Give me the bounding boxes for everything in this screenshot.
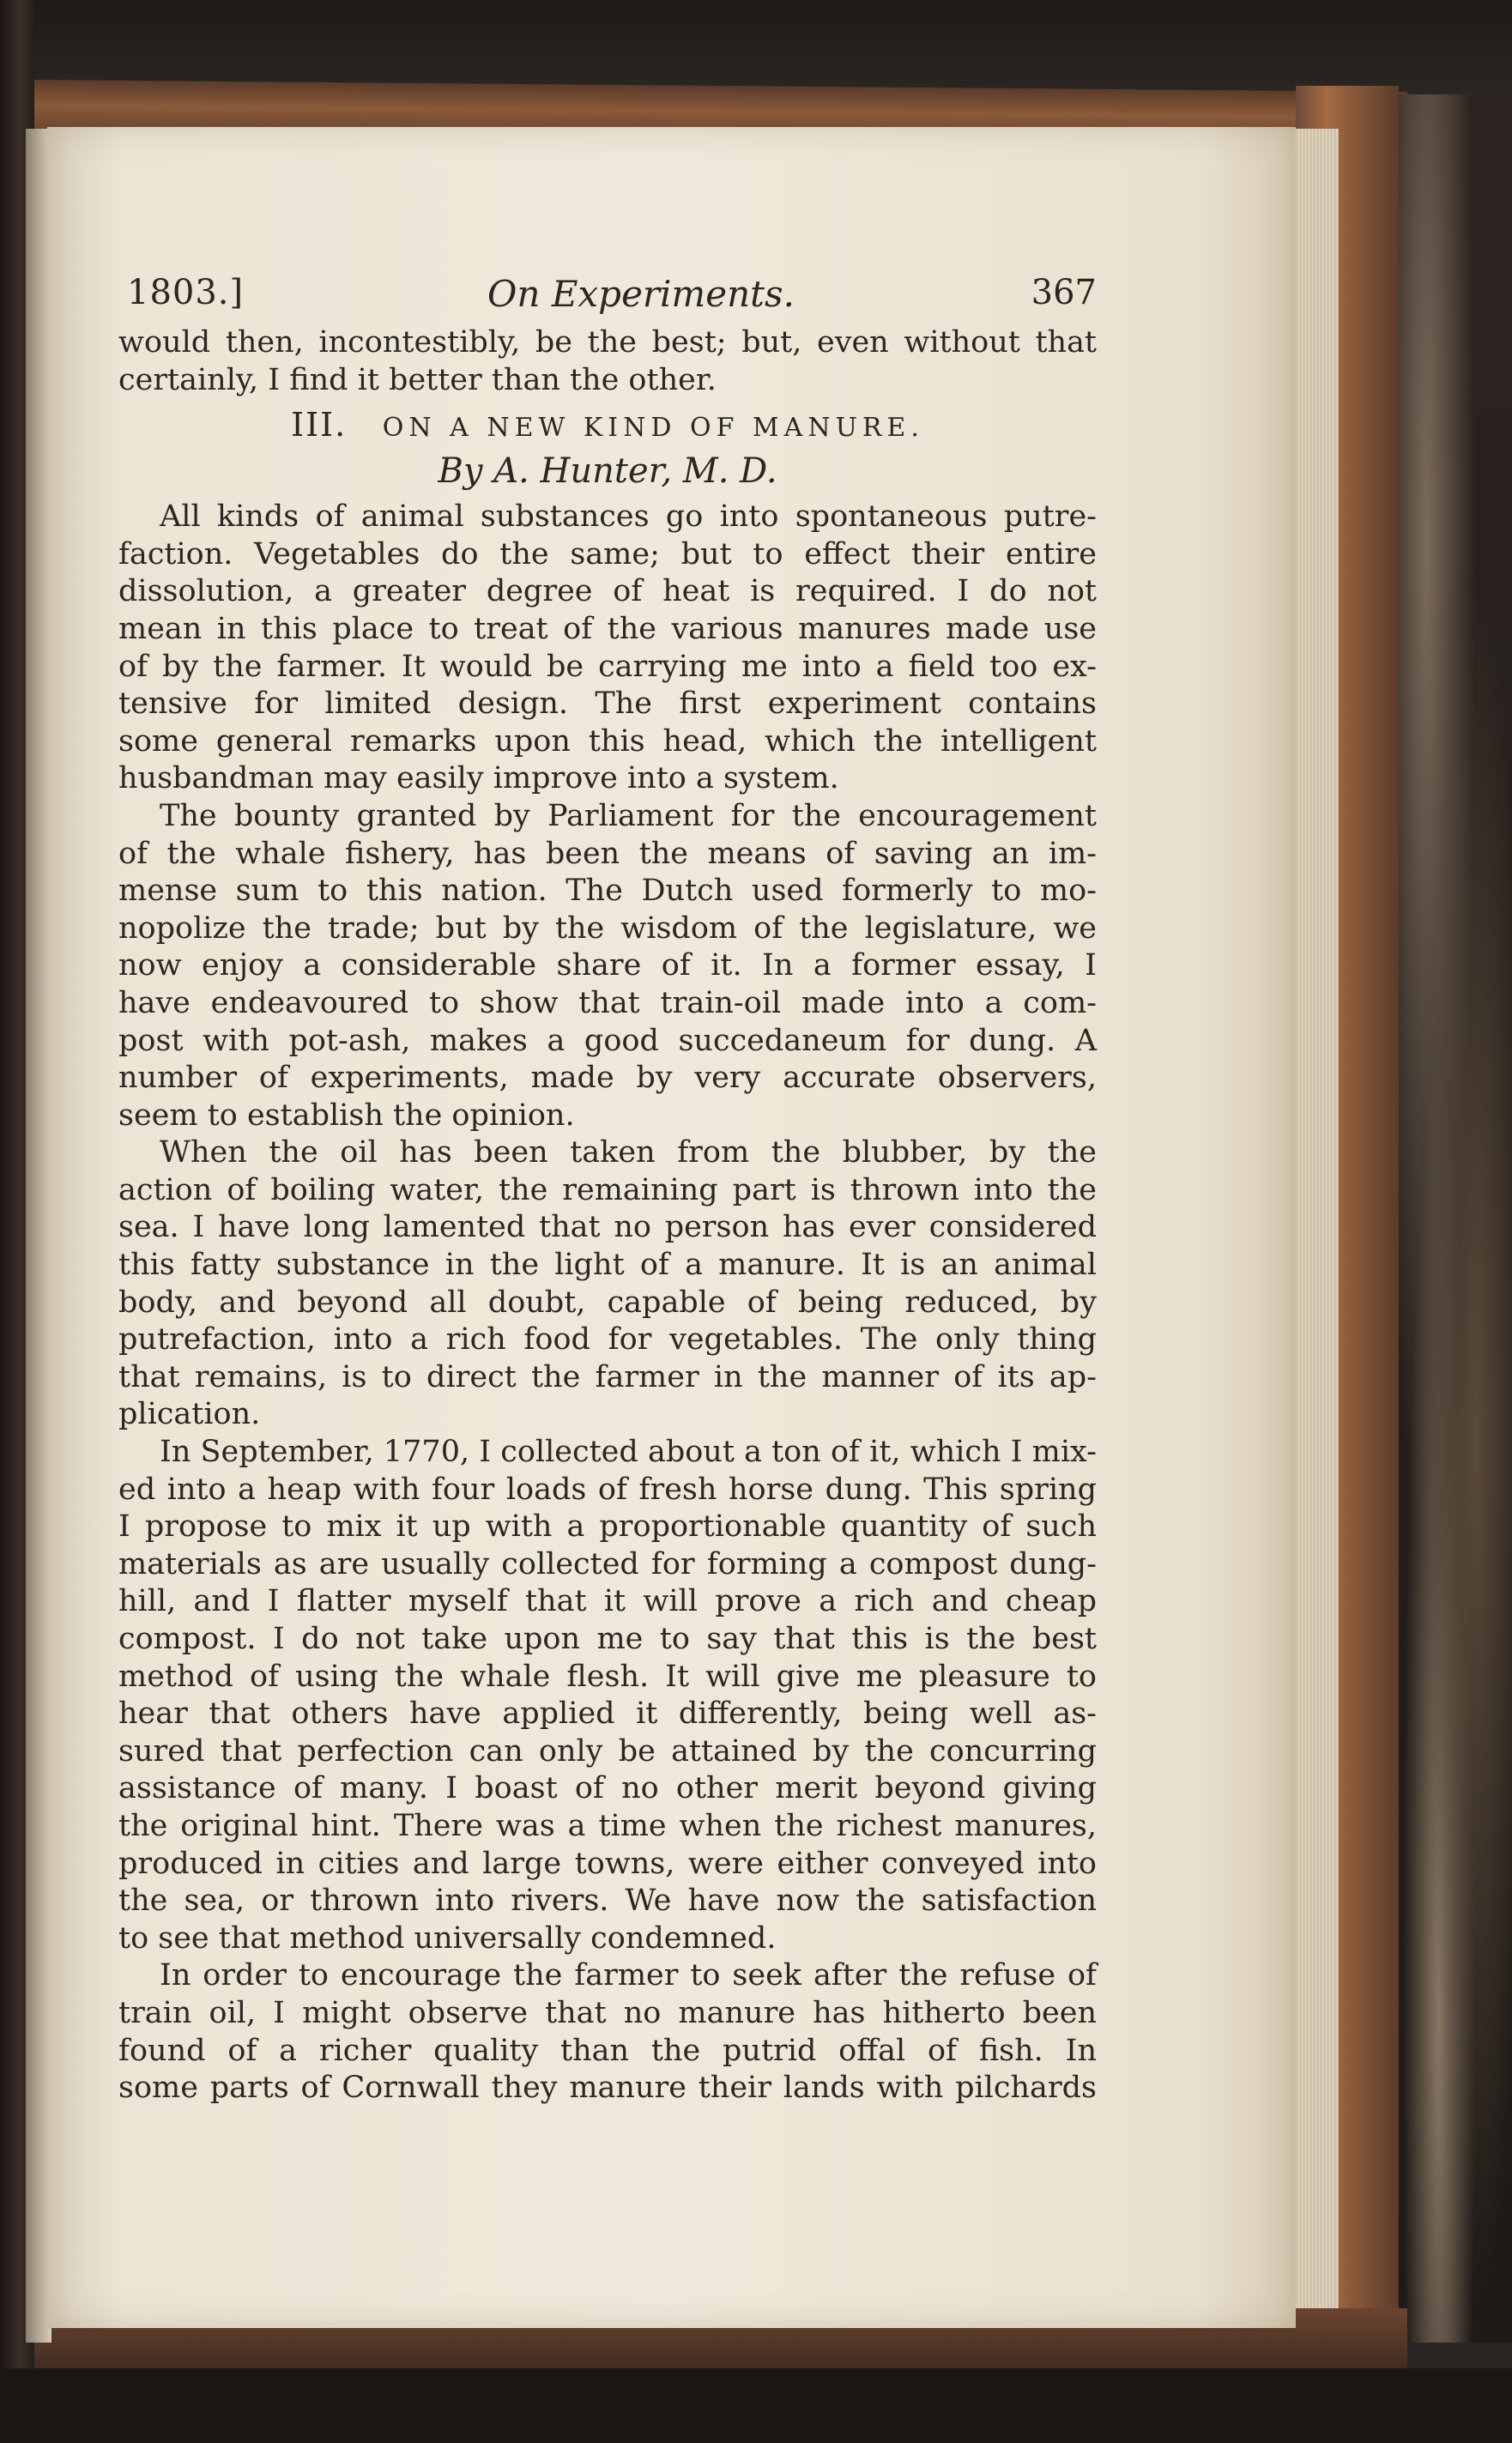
text-line: of the whale fishery, has been the means of saving an im- xyxy=(118,836,1097,871)
text-line: seem to establish the opinion. xyxy=(118,1098,575,1133)
text-line: would then, incontestibly, be the best; but, even without that xyxy=(118,325,1097,360)
paragraph xyxy=(118,1134,1097,1434)
text-line: action of boiling water, the remaining part is thrown into the xyxy=(118,1172,1097,1207)
text-line: The bounty granted by Parliament for the encouragement xyxy=(160,798,1097,833)
text-line: train oil, I might observe that no manure has hitherto been xyxy=(118,1995,1097,2030)
text-line: this fatty substance in the light of a manure. It is an animal xyxy=(118,1248,1097,1283)
text-line: found of a richer quality than the putrid offal of fish. In xyxy=(118,2033,1097,2068)
text-line: body, and beyond all doubt, capable of being reduced, by xyxy=(118,1285,1097,1320)
text-line: mense sum to this nation. The Dutch used formerly to mo- xyxy=(118,874,1097,909)
text-line: compost. I do not take upon me to say that this is the best xyxy=(118,1622,1097,1656)
running-head-year: 1803.] xyxy=(127,273,245,312)
text-line: ed into a heap with four loads of fresh horse dung. This spring xyxy=(118,1472,1097,1507)
text-line: the sea, or thrown into rivers. We have now the satisfaction xyxy=(118,1884,1097,1919)
text-line: produced in cities and large towns, were either conveyed into xyxy=(118,1846,1097,1881)
text-line: All kinds of animal substances go into spontaneous putre- xyxy=(160,499,1097,535)
text-line: that remains, is to direct the farmer in the manner of its ap- xyxy=(118,1359,1097,1394)
section-title: ON A NEW KIND OF MANURE. xyxy=(382,413,924,444)
running-head xyxy=(118,273,1097,324)
text-line: method of using the whale flesh. It will give me pleasure to xyxy=(118,1659,1097,1694)
text-line: When the oil has been taken from the blubber, by the xyxy=(160,1135,1097,1170)
text-line: assistance of many. I boast of no other merit beyond giving xyxy=(118,1771,1097,1806)
background-top xyxy=(0,0,1512,94)
text-line: to see that method universally condemned. xyxy=(118,1920,777,1956)
page-number: 367 xyxy=(1031,273,1097,312)
text-line: of by the farmer. It would be carrying me into a field too ex- xyxy=(118,649,1097,684)
paragraph xyxy=(118,1957,1097,2107)
text-line: nopolize the trade; but by the wisdom of the legislature, we xyxy=(118,910,1097,946)
paragraph xyxy=(118,499,1097,798)
marbled-endpaper xyxy=(1390,94,1512,2343)
paragraph xyxy=(118,798,1097,1134)
background-bottom xyxy=(0,2368,1512,2443)
text-line: husbandman may easily improve into a system. xyxy=(118,761,839,796)
text-line: dissolution, a greater degree of heat is required. I do not xyxy=(118,574,1097,609)
text-line: have endeavoured to show that train-oil made into a com- xyxy=(118,985,1097,1020)
text-line: now enjoy a considerable share of it. In a former essay, I xyxy=(118,948,1097,983)
text-line: some parts of Cornwall they manure their lands with pilchards xyxy=(118,2071,1097,2106)
running-head-title: On Experiments. xyxy=(487,273,795,315)
text-line: some general remarks upon this head, which the intelligent xyxy=(118,723,1097,759)
paragraph xyxy=(118,1434,1097,1957)
text-line: faction. Vegetables do the same; but to effect their entire xyxy=(118,536,1097,571)
text-line: certainly, I find it better than the other. xyxy=(118,362,717,397)
text-line: plication. xyxy=(118,1397,261,1432)
text-line: hill, and I flatter myself that it will prove a rich and cheap xyxy=(118,1584,1097,1619)
intro-paragraph xyxy=(118,324,1097,399)
text-line: hear that others have applied it differently, being well as- xyxy=(118,1696,1097,1732)
text-line: In September, 1770, I collected about a ton of it, which I mix- xyxy=(160,1435,1097,1470)
page-text xyxy=(118,273,1097,2107)
text-line: sea. I have long lamented that no person has ever considered xyxy=(118,1210,1097,1245)
text-line: the original hint. There was a time when the richest manures, xyxy=(118,1808,1097,1843)
text-line: putrefaction, into a rich food for vegetables. The only thing xyxy=(118,1322,1097,1358)
text-line: number of experiments, made by very accurate observers, xyxy=(118,1061,1097,1096)
text-line: I propose to mix it up with a proportionable quantity of such xyxy=(118,1509,1097,1545)
section-heading xyxy=(118,404,1097,445)
text-line: tensive for limited design. The first experiment contains xyxy=(118,686,1097,722)
author-byline: By A. Hunter, M. D. xyxy=(438,451,777,492)
text-line: sured that perfection can only be attained by the concurring xyxy=(118,1733,1097,1769)
section-numeral: III. xyxy=(291,406,348,444)
text-line: post with pot-ash, makes a good succedaneum for dung. A xyxy=(118,1023,1097,1058)
text-line: mean in this place to treat of the various manures made use xyxy=(118,611,1097,646)
text-line: In order to encourage the farmer to seek after the refuse of xyxy=(160,1958,1097,1993)
text-line: materials as are usually collected for forming a compost dung- xyxy=(118,1546,1097,1581)
